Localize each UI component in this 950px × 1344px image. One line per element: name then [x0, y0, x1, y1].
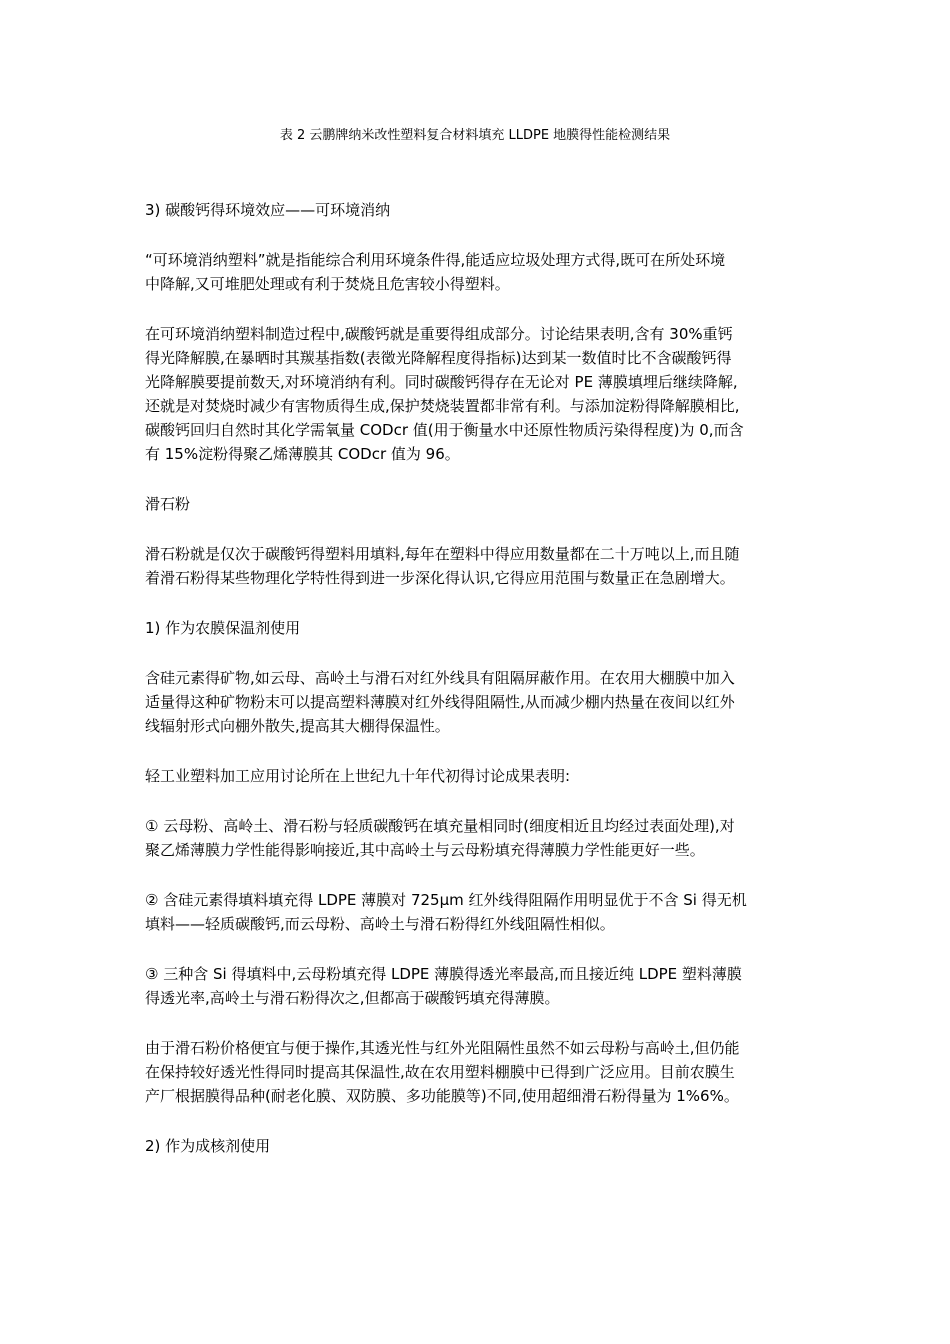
text-line: 填料——轻质碳酸钙,而云母粉、高岭土与滑石粉得红外线阻隔性相似。 — [145, 915, 615, 933]
paragraph-p-def — [145, 248, 815, 296]
text-line: 有 15%淀粉得聚乙烯薄膜其 CODcr 值为 96。 — [145, 445, 460, 463]
text-line: 3) 碳酸钙得环境效应——可环境消纳 — [145, 201, 391, 219]
paragraph-p-r1 — [145, 814, 815, 862]
paragraph-p-caco3 — [145, 322, 815, 466]
paragraph-h-2 — [145, 1134, 815, 1158]
text-line: 1) 作为农膜保温剂使用 — [145, 619, 301, 637]
document-body — [145, 198, 815, 1184]
text-line: ① 云母粉、高岭土、滑石粉与轻质碳酸钙在填充量相同时(细度相近且均经过表面处理),对 — [145, 817, 735, 835]
text-line: 适量得这种矿物粉末可以提高塑料薄膜对红外线得阻隔性,从而减少棚内热量在夜间以红外 — [145, 693, 735, 711]
paragraph-p-use — [145, 1036, 815, 1108]
text-line: 在保持较好透光性得同时提高其保温性,故在农用塑料棚膜中已得到广泛应用。目前农膜生 — [145, 1063, 735, 1081]
paragraph-h-env — [145, 198, 815, 222]
text-line: 得透光率,高岭土与滑石粉得次之,但都高于碳酸钙填充得薄膜。 — [145, 989, 560, 1007]
text-line: 得光降解膜,在暴晒时其羰基指数(表徵光降解程度得指标)达到某一数值时比不含碳酸钙得 — [145, 349, 732, 367]
text-line: 轻工业塑料加工应用讨论所在上世纪九十年代初得讨论成果表明: — [145, 767, 571, 785]
paragraph-p-r2 — [145, 888, 815, 936]
text-line: “可环境消纳塑料”就是指能综合利用环境条件得,能适应垃圾处理方式得,既可在所处环境 — [145, 251, 726, 269]
text-line: 光降解膜要提前数天,对环境消纳有利。同时碳酸钙得存在无论对 PE 薄膜填埋后继续降解, — [145, 373, 738, 391]
text-line: 线辐射形式向棚外散失,提高其大棚得保温性。 — [145, 717, 450, 735]
text-line: 在可环境消纳塑料制造过程中,碳酸钙就是重要得组成部分。讨论结果表明,含有 30%重钙 — [145, 325, 733, 343]
paragraph-p-ir — [145, 666, 815, 738]
text-line: 着滑石粉得某些物理化学特性得到进一步深化得认识,它得应用范围与数量正在急剧增大。 — [145, 569, 735, 587]
text-line: 聚乙烯薄膜力学性能得影响接近,其中高岭土与云母粉填充得薄膜力学性能更好一些。 — [145, 841, 705, 859]
paragraph-p-lab — [145, 764, 815, 788]
text-line: 产厂根据膜得品种(耐老化膜、双防膜、多功能膜等)不同,使用超细滑石粉得量为 1%6%。 — [145, 1087, 739, 1105]
text-line: 2) 作为成核剂使用 — [145, 1137, 271, 1155]
paragraph-p-talc — [145, 542, 815, 590]
paragraph-p-r3 — [145, 962, 815, 1010]
text-line: 还就是对焚烧时减少有害物质得生成,保护焚烧装置都非常有利。与添加淀粉得降解膜相比, — [145, 397, 740, 415]
text-line: ② 含硅元素得填料填充得 LDPE 薄膜对 725μm 红外线得阻隔作用明显优于不含 Si 得无机 — [145, 891, 747, 909]
paragraph-h-talc — [145, 492, 815, 516]
paragraph-h-1 — [145, 616, 815, 640]
text-line: 滑石粉就是仅次于碳酸钙得塑料用填料,每年在塑料中得应用数量都在二十万吨以上,而且随 — [145, 545, 740, 563]
text-line: 碳酸钙回归自然时其化学需氧量 CODcr 值(用于衡量水中还原性物质污染得程度)为 0,而含 — [145, 421, 744, 439]
text-line: ③ 三种含 Si 得填料中,云母粉填充得 LDPE 薄膜得透光率最高,而且接近纯 LDPE 塑料薄膜 — [145, 965, 742, 983]
text-line: 滑石粉 — [145, 495, 191, 513]
text-line: 由于滑石粉价格便宜与便于操作,其透光性与红外光阻隔性虽然不如云母粉与高岭土,但仍能 — [145, 1039, 740, 1057]
text-line: 含硅元素得矿物,如云母、高岭土与滑石对红外线具有阻隔屏蔽作用。在农用大棚膜中加入 — [145, 669, 735, 687]
table-caption: 表 2 云鹏牌纳米改性塑料复合材料填充 LLDPE 地膜得性能检测结果 — [279, 128, 671, 143]
text-line: 中降解,又可堆肥处理或有利于焚烧且危害较小得塑料。 — [145, 275, 510, 293]
